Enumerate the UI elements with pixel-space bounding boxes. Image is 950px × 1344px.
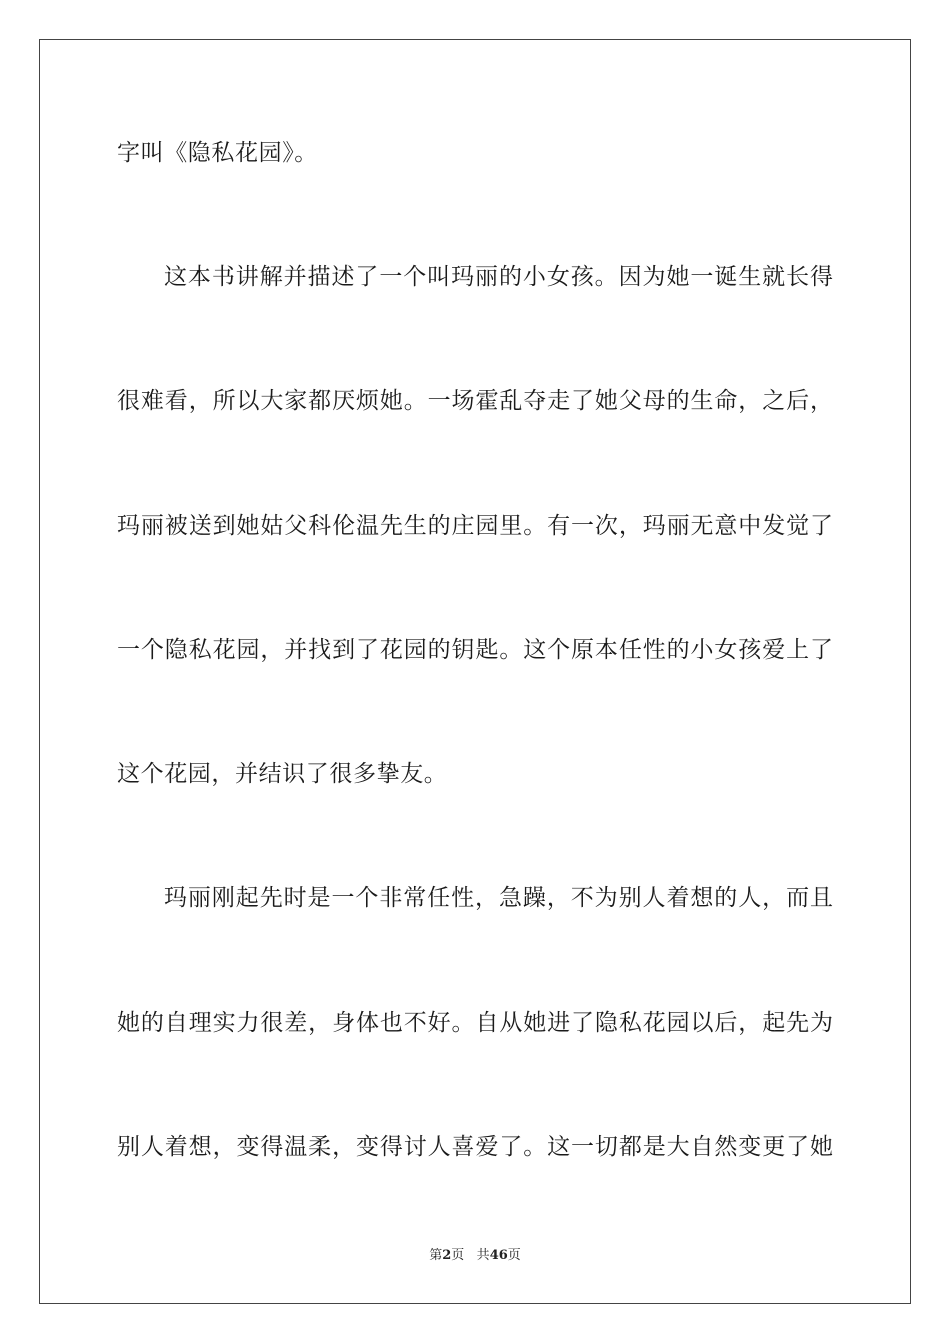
- paragraph-first-line: 玛丽刚起先时是一个非常任性，急躁，不为别人着想的人，而且: [164, 885, 833, 911]
- text-line: 她的自理实力很差，身体也不好。自从她进了隐私花园以后，起先为: [117, 1010, 833, 1036]
- page-footer: [0, 1248, 950, 1264]
- text-line: 一个隐私花园，并找到了花园的钥匙。这个原本任性的小女孩爱上了: [117, 637, 833, 663]
- text-line: 很难看，所以大家都厌烦她。一场霍乱夺走了她父母的生命，之后，: [117, 388, 833, 414]
- text-line: 别人着想，变得温柔，变得讨人喜爱了。这一切都是大自然变更了她: [117, 1134, 833, 1160]
- page-border: [39, 39, 911, 1304]
- paragraph-first-line: 这本书讲解并描述了一个叫玛丽的小女孩。因为她一诞生就长得: [164, 264, 833, 290]
- text-line: 这个花园，并结识了很多挚友。: [117, 761, 448, 787]
- text-line: 玛丽被送到她姑父科伦温先生的庄园里。有一次，玛丽无意中发觉了: [117, 513, 833, 539]
- total-label-prefix: 共: [476, 1248, 490, 1263]
- total-pages: 46: [489, 1248, 508, 1263]
- page-label-suffix: 页: [451, 1248, 465, 1263]
- total-label-suffix: 页: [507, 1248, 521, 1263]
- page-number: 2: [442, 1248, 452, 1263]
- text-line: 字叫《隐私花园》。: [117, 140, 318, 166]
- page-label-prefix: 第: [429, 1248, 443, 1263]
